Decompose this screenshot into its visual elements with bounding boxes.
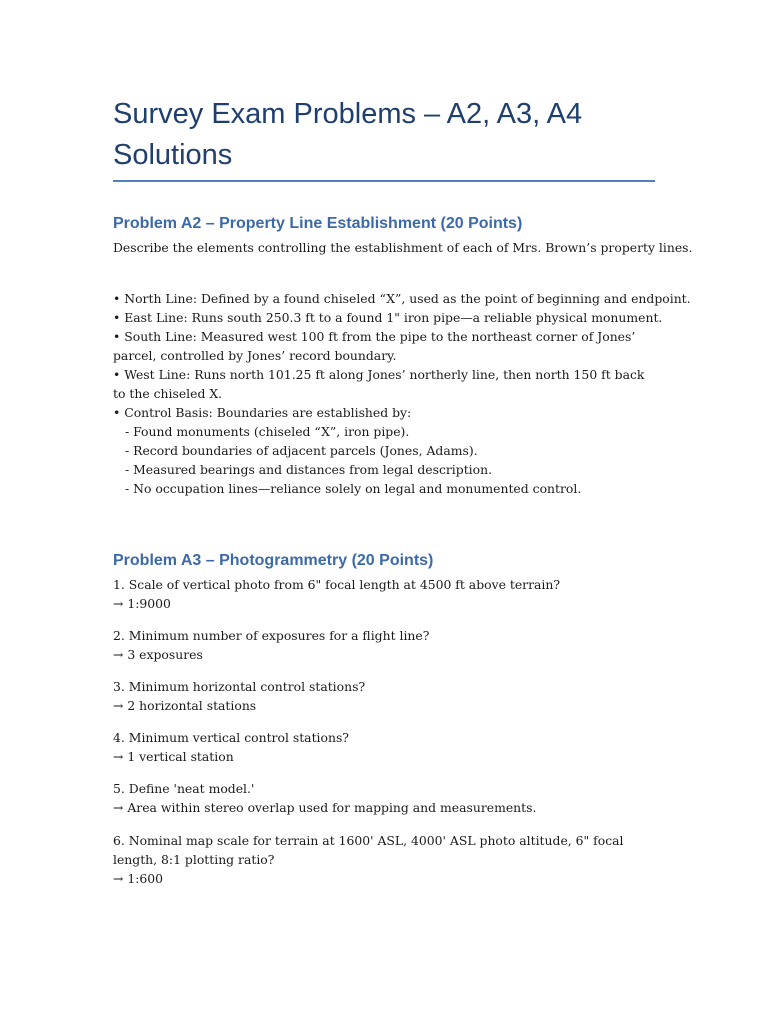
a2-sub-item-bearings: - Measured bearings and distances from legal description. xyxy=(125,462,493,477)
a3-item-2 xyxy=(113,626,655,664)
section-heading-a2: Problem A2 – Property Line Establishment (20 Points) xyxy=(113,215,523,232)
a2-intro-text: Describe the elements controlling the establishment of each of Mrs. Brown’s property lines. xyxy=(113,240,693,255)
a2-bullet-north-line: • North Line: Defined by a found chiseled “X”, used as the point of beginning and endpoint. xyxy=(113,291,691,306)
a3-answer: → 1 vertical station xyxy=(113,749,234,764)
a3-answer: → Area within stereo overlap used for mapping and measurements. xyxy=(113,800,537,815)
document-title: Survey Exam Problems – A2, A3, A4 Solutions xyxy=(113,98,583,171)
a2-sub-item-no-occupation: - No occupation lines—reliance solely on legal and monumented control. xyxy=(125,481,582,496)
a3-question: 5. Define 'neat model.' xyxy=(113,781,255,796)
a3-answer: → 1:600 xyxy=(113,871,164,886)
a3-item-3 xyxy=(113,677,655,715)
a3-item-1 xyxy=(113,575,655,613)
a2-bullet-south-line: • South Line: Measured west 100 ft from the pipe to the northeast corner of Jones’ parcel, controlled by Jones’ record boundary. xyxy=(113,329,636,363)
a3-question: 3. Minimum horizontal control stations? xyxy=(113,679,366,694)
a3-answer: → 3 exposures xyxy=(113,647,203,662)
a3-item-6 xyxy=(113,831,655,888)
a3-answer: → 2 horizontal stations xyxy=(113,698,257,713)
section-heading-a3: Problem A3 – Photogrammetry (20 Points) xyxy=(113,552,434,569)
a2-bullet-list xyxy=(113,289,691,498)
a3-question: 6. Nominal map scale for terrain at 1600' ASL, 4000' ASL photo altitude, 6" focal length, 8:1 plotting ratio? xyxy=(113,833,624,867)
a2-bullet-east-line: • East Line: Runs south 250.3 ft to a found 1" iron pipe—a reliable physical monument. xyxy=(113,310,663,325)
a2-intro xyxy=(113,238,693,257)
a3-question: 1. Scale of vertical photo from 6" focal length at 4500 ft above terrain? xyxy=(113,577,560,592)
a3-item-4 xyxy=(113,728,655,766)
a2-sub-item-record-boundaries: - Record boundaries of adjacent parcels (Jones, Adams). xyxy=(125,443,478,458)
a2-sub-item-monuments: - Found monuments (chiseled “X”, iron pipe). xyxy=(125,424,410,439)
a3-question: 2. Minimum number of exposures for a flight line? xyxy=(113,628,430,643)
a3-question: 4. Minimum vertical control stations? xyxy=(113,730,349,745)
a2-bullet-control-basis: • Control Basis: Boundaries are established by: xyxy=(113,405,412,420)
a2-bullet-west-line: • West Line: Runs north 101.25 ft along Jones’ northerly line, then north 150 ft back to the chiseled X. xyxy=(113,367,645,401)
a3-item-5 xyxy=(113,779,655,817)
a3-answer: → 1:9000 xyxy=(113,596,171,611)
title-divider xyxy=(113,180,655,182)
